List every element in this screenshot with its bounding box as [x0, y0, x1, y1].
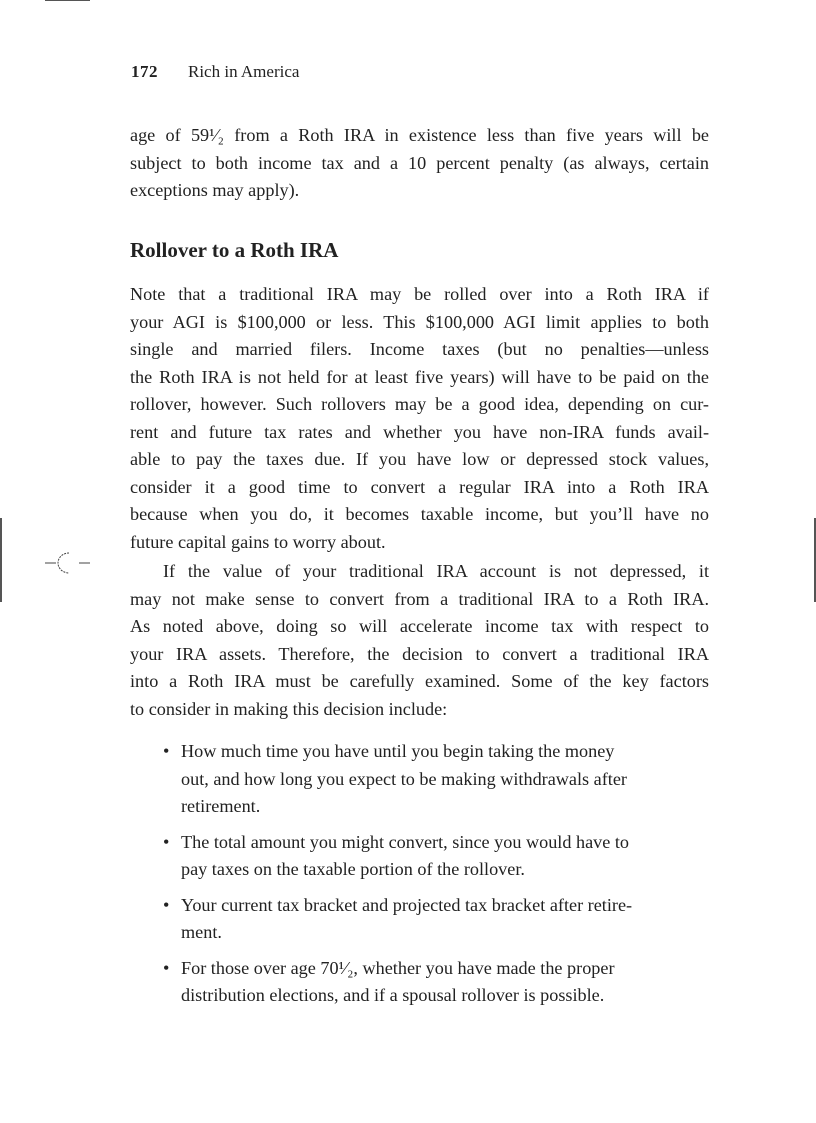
list-item [163, 955, 703, 1010]
text-line: your IRA assets. Therefore, the decision to convert a traditional IRA [130, 643, 709, 664]
crop-mark-top [45, 0, 90, 1]
running-header [131, 62, 299, 82]
registration-mark-icon [45, 548, 90, 578]
text-line: because when you do, it becomes taxable income, but you’ll have no [130, 504, 709, 524]
text-line: exceptions may apply). [130, 180, 300, 200]
section-heading: Rollover to a Roth IRA [130, 238, 339, 262]
text-line: into a Roth IRA must be carefully examined. Some of the key factors [130, 671, 709, 691]
text-line: future capital gains to worry about. [130, 531, 386, 552]
bullet-icon: • [163, 741, 170, 761]
paragraph-2 [130, 558, 709, 723]
text-line: to consider in making this decision include: [130, 698, 448, 719]
text-line: Note that a traditional IRA may be rolled over into a Roth IRA if [130, 284, 709, 304]
text-line: If the value of your traditional IRA account is not depressed, it [163, 561, 709, 581]
crop-mark-left [0, 518, 2, 602]
text-line: age of 59¹⁄₂ from a Roth IRA in existence less than five years will be [130, 125, 709, 145]
list-item-line: pay taxes on the taxable portion of the rollover. [181, 859, 525, 879]
list-item-line: retirement. [181, 796, 261, 816]
text-line: the Roth IRA is not held for at least five years) will have to be paid on the [130, 366, 709, 387]
text-line: may not make sense to convert from a traditional IRA to a Roth IRA. [130, 588, 709, 609]
list-item-line: out, and how long you expect to be making withdrawals after [181, 768, 627, 789]
list-item-line: ment. [181, 922, 222, 942]
bullet-icon: • [163, 957, 170, 978]
key-factors-list [163, 738, 703, 1018]
paragraph-1 [130, 281, 709, 556]
list-item-line: Your current tax bracket and projected tax bracket after retire- [181, 894, 633, 915]
running-title: Rich in America [188, 62, 300, 81]
list-item [163, 892, 703, 947]
text-line: rent and future tax rates and whether you have non-IRA funds avail- [130, 421, 709, 442]
list-item [163, 829, 703, 884]
text-line: As noted above, doing so will accelerate income tax with respect to [130, 616, 709, 636]
page-number: 172 [131, 62, 158, 81]
text-line: your AGI is $100,000 or less. This $100,000 AGI limit applies to both [130, 311, 709, 332]
bullet-icon: • [163, 831, 170, 852]
bullet-icon: • [163, 894, 170, 915]
list-item [163, 738, 703, 821]
intro-paragraph [130, 122, 709, 205]
text-line: single and married filers. Income taxes (but no penalties—unless [130, 339, 709, 359]
text-line: consider it a good time to convert a regular IRA into a Roth IRA [130, 476, 709, 497]
list-item-line: The total amount you might convert, since you would have to [181, 831, 630, 852]
list-item-line: How much time you have until you begin taking the money [181, 741, 615, 761]
text-line: rollover, however. Such rollovers may be a good idea, depending on cur- [130, 394, 709, 414]
list-item-line: distribution elections, and if a spousal rollover is possible. [181, 985, 605, 1005]
text-line: able to pay the taxes due. If you have low or depressed stock values, [130, 449, 709, 469]
text-line: subject to both income tax and a 10 percent penalty (as always, certain [130, 152, 709, 173]
list-item-line: For those over age 70¹⁄₂, whether you have made the proper [181, 957, 615, 978]
